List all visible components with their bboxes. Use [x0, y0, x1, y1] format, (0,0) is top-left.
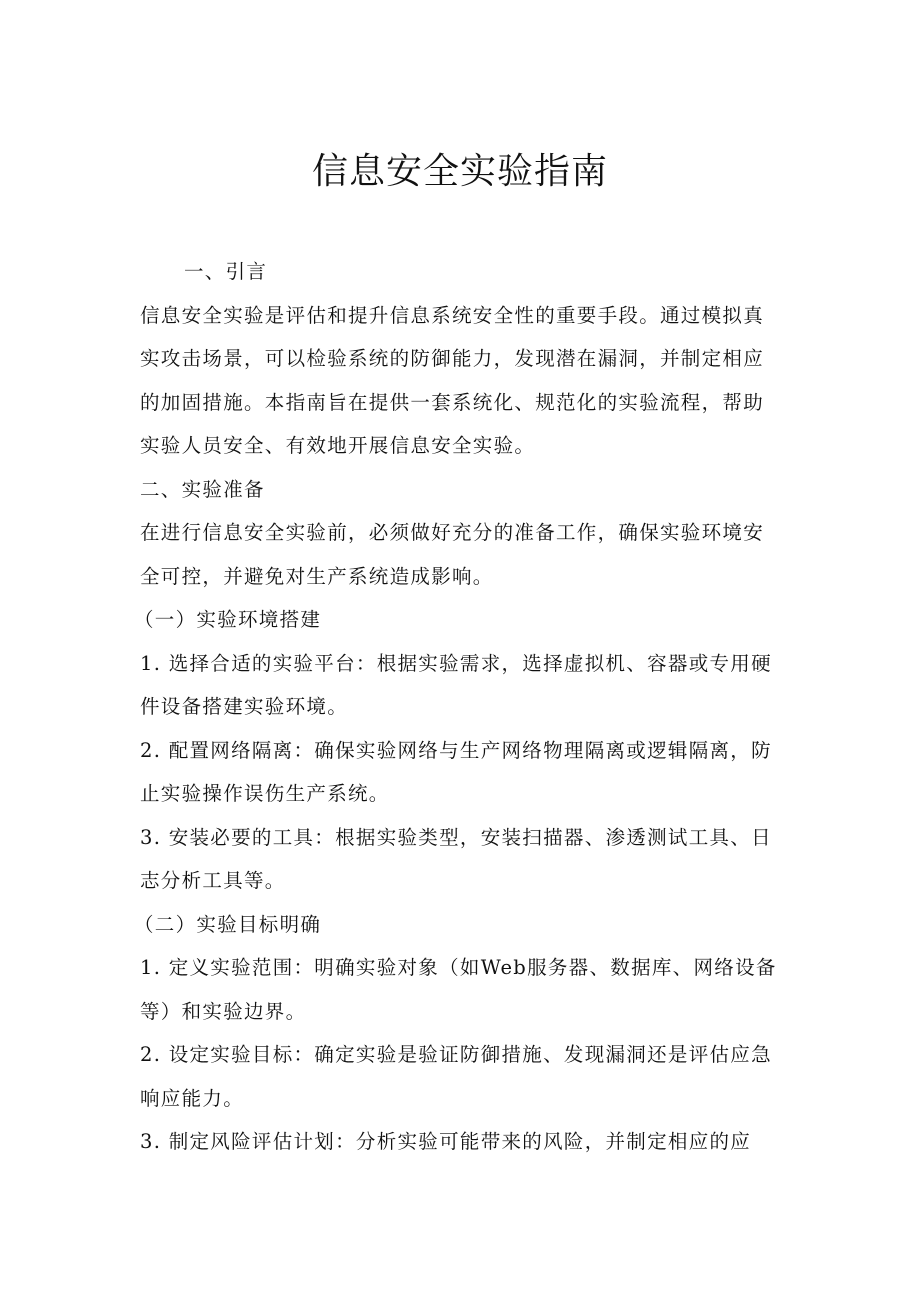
- document-body: [134, 250, 780, 1164]
- subsection-heading-environment: （一）实验环境搭建: [134, 608, 322, 631]
- paragraph-introduction: 信息安全实验是评估和提升信息系统安全性的重要手段。通过模拟真实攻击场景，可以检验系统的防御能力，发现潜在漏洞，并制定相应的加固措施。本指南旨在提供一套系统化、规范化的实验流程，帮助实验人员安全、有效地开展信息安全实验。: [140, 303, 765, 457]
- subsection-heading-objectives: （二）实验目标明确: [134, 912, 322, 936]
- section-heading-introduction: 一、引言: [184, 260, 268, 283]
- list-item-network-isolation: 2. 配置网络隔离：确保实验网络与生产网络物理隔离或逻辑隔离，防止实验操作误伤生产系统。: [140, 738, 772, 805]
- list-item-platform: 1. 选择合适的实验平台：根据实验需求，选择虚拟机、容器或专用硬件设备搭建实验环境。: [140, 651, 772, 718]
- list-item-goals: 2. 设定实验目标：确定实验是验证防御措施、发现漏洞还是评估应急响应能力。: [140, 1043, 772, 1110]
- list-item-tools: 3. 安装必要的工具：根据实验类型，安装扫描器、渗透测试工具、日志分析工具等。: [140, 825, 772, 892]
- list-item-scope: 1. 定义实验范围：明确实验对象（如Web服务器、数据库、网络设备等）和实验边界。: [140, 956, 777, 1023]
- section-heading-preparation: 二、实验准备: [140, 477, 265, 501]
- list-item-risk-plan: 3. 制定风险评估计划：分析实验可能带来的风险，并制定相应的应: [140, 1130, 752, 1153]
- document-title: 信息安全实验指南: [311, 151, 608, 192]
- paragraph-preparation: 在进行信息安全实验前，必须做好充分的准备工作，确保实验环境安全可控，并避免对生产系统造成影响。: [140, 521, 765, 588]
